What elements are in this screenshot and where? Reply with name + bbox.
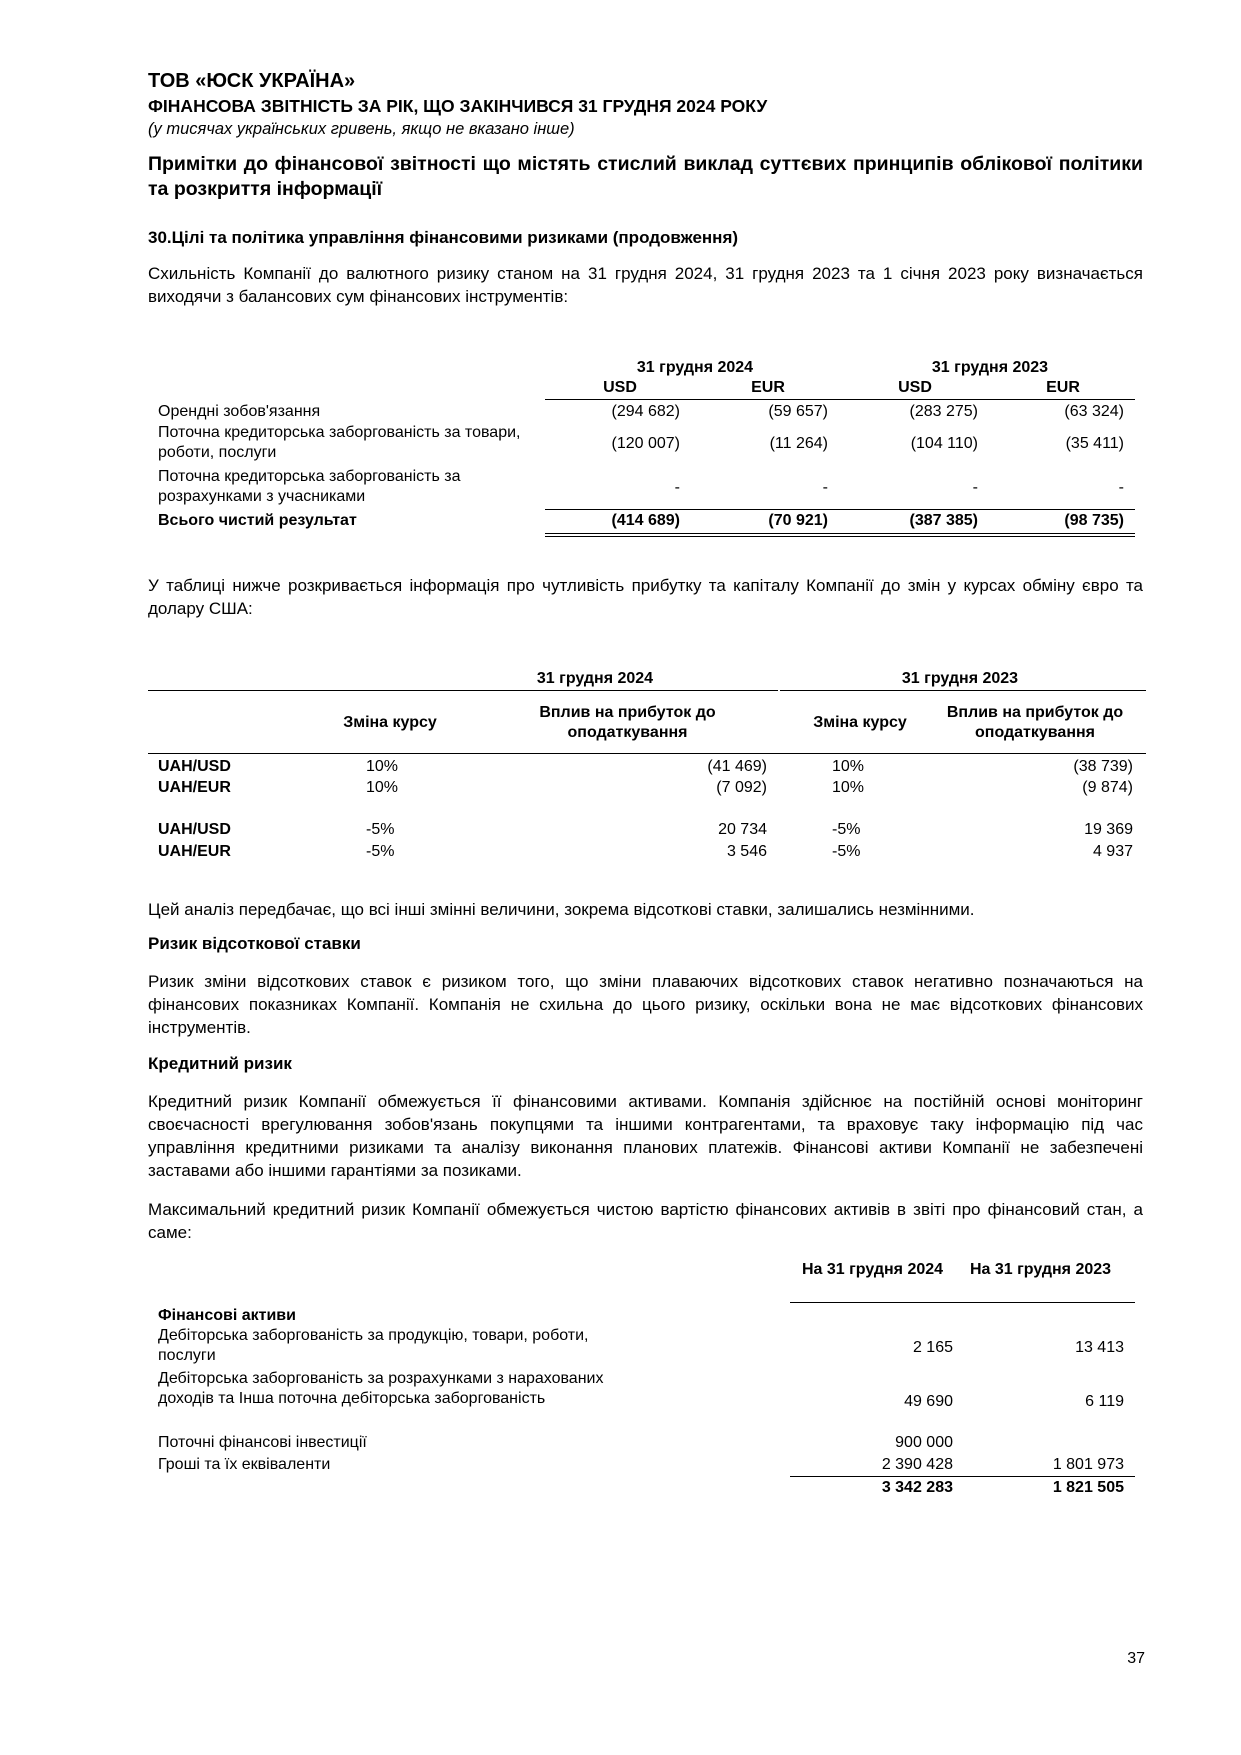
effect: 19 369 [1084, 821, 1133, 838]
t1-col-eur-2023: EUR [1046, 379, 1080, 396]
interest-risk-paragraph: Ризик зміни відсоткових ставок є ризиком того, що зміни плаваючих відсоткових ставок негативно позначаються на фінансових показниках Компанії. Компанія не схильна до цього ризику, оскільки вона не має відсоткових фінансових інструментів. [148, 972, 1143, 1037]
cell: (294 682) [611, 403, 680, 420]
currency-pair: UAH/EUR [158, 779, 231, 796]
effect: 20 734 [718, 821, 767, 838]
cell: (414 689) [611, 512, 680, 529]
t1-period-2023: 31 грудня 2023 [931, 359, 1049, 376]
cell: - [972, 479, 978, 496]
cell: (120 007) [611, 435, 680, 452]
cell: 900 000 [895, 1434, 953, 1451]
cell: 6 119 [1085, 1393, 1124, 1410]
rate-change: -5% [366, 821, 395, 838]
section-heading: 30.Цілі та політика управління фінансовими ризиками (продовження) [148, 228, 739, 247]
analysis-note: Цей аналіз передбачає, що всі інші змінні величини, зокрема відсоткові ставки, залишались незмінними. [148, 900, 975, 919]
rate-change: 10% [832, 758, 865, 775]
t1-col-usd-2024: USD [603, 379, 637, 396]
currency-pair: UAH/USD [158, 758, 231, 775]
rate-change: 10% [366, 779, 399, 796]
t3-col-2023: На 31 грудня 2023 [969, 1261, 1112, 1278]
row-label: Поточна кредиторська заборгованість за товари, роботи, послуги [158, 424, 521, 461]
effect: (38 739) [1073, 758, 1133, 775]
total-2024: 3 342 283 [881, 1479, 953, 1496]
rate-change: 10% [832, 779, 865, 796]
credit-risk-heading: Кредитний ризик [148, 1054, 292, 1073]
currency-pair: UAH/USD [158, 821, 231, 838]
cell: 2 390 428 [881, 1456, 953, 1473]
t2-col-effect-2024: Вплив на прибуток до оподаткування [539, 704, 716, 741]
credit-risk-paragraph: Кредитний ризик Компанії обмежується її фінансовими активами. Компанія здійснює на постійній основі моніторинг своєчасності врегулювання зобов'язань покупцями та іншими контрагентами, та враховує таку інформацію під час управління кредитними ризиками та аналізу виконання планових платежів. Фінансові активи Компанії не забезпечені заставами або іншими гарантіями за позиками. [148, 1092, 1143, 1180]
t2-col-effect-2023: Вплив на прибуток до оподаткування [946, 704, 1124, 741]
cell: 1 801 973 [1052, 1456, 1124, 1473]
t2-col-rate-2023: Зміна курсу [813, 714, 907, 731]
cell: (98 735) [1064, 512, 1124, 529]
cell: (283 275) [909, 403, 978, 420]
total-label: Всього чистий результат [158, 512, 357, 529]
cell: - [822, 479, 828, 496]
row-label: Гроші та їх еквіваленти [158, 1456, 331, 1473]
interest-risk-heading: Ризик відсоткової ставки [148, 934, 361, 953]
row-label: Поточна кредиторська заборгованість за розрахунками з учасниками [158, 468, 461, 505]
cell: (387 385) [909, 512, 978, 529]
total-2023: 1 821 505 [1052, 1479, 1124, 1496]
effect: 3 546 [726, 843, 767, 860]
cell: (63 324) [1064, 403, 1124, 420]
cell: (104 110) [910, 435, 978, 452]
effect: (7 092) [716, 779, 767, 796]
t2-period-rule-1 [148, 690, 778, 691]
t2-period-2024: 31 грудня 2024 [536, 670, 654, 687]
cell: - [1118, 479, 1124, 496]
cell: (59 657) [768, 403, 828, 420]
cell: 49 690 [904, 1393, 953, 1410]
t3-total-rule [790, 1476, 1135, 1477]
currency-pair: UAH/EUR [158, 843, 231, 860]
t1-period-2024: 31 грудня 2024 [636, 359, 754, 376]
page-title: Примітки до фінансової звітності що містять стислий виклад суттєвих принципів облікової політики та розкриття інформації [148, 153, 1143, 200]
t1-double-rule-a [545, 533, 1135, 534]
row-label: Дебіторська заборгованість за розрахунками з нарахованих доходів та Інша поточна дебіторська заборгованість [158, 1370, 604, 1407]
t2-period-rule-2 [780, 690, 1146, 691]
t1-col-eur-2024: EUR [751, 379, 785, 396]
cell: 2 165 [912, 1339, 953, 1356]
t2-header-rule [148, 753, 1146, 754]
rate-change: -5% [832, 821, 861, 838]
cell: (35 411) [1065, 435, 1124, 452]
row-label: Поточні фінансові інвестиції [158, 1434, 367, 1451]
page-number: 37 [1127, 1650, 1145, 1667]
cell: (70 921) [768, 512, 828, 529]
row-label: Орендні зобов'язання [158, 403, 321, 420]
cell: (11 264) [769, 435, 828, 452]
t3-header-rule [790, 1302, 1135, 1303]
row-label: Дебіторська заборгованість за продукцію, товари, роботи, послуги [158, 1327, 589, 1364]
effect: 4 937 [1092, 843, 1133, 860]
intro-paragraph-2: У таблиці нижче розкривається інформація про чутливість прибутку та капіталу Компанії до змін у курсах обміну євро та долару США: [148, 576, 1143, 618]
t1-double-rule-b [545, 536, 1135, 537]
intro-paragraph-1: Схильність Компанії до валютного ризику станом на 31 грудня 2024, 31 грудня 2023 та 1 січня 2023 року визначається виходячи з балансових сум фінансових інструментів: [148, 264, 1143, 306]
rate-change: 10% [366, 758, 399, 775]
effect: (41 469) [707, 758, 767, 775]
effect: (9 874) [1082, 779, 1133, 796]
t2-period-2023: 31 грудня 2023 [901, 670, 1019, 687]
t1-total-rule [545, 509, 1135, 510]
rate-change: -5% [832, 843, 861, 860]
cell: - [674, 479, 680, 496]
units-note: (у тисячах українських гривень, якщо не вказано інше) [148, 120, 575, 138]
t2-col-rate-2024: Зміна курсу [343, 714, 437, 731]
company-name: ТОВ «ЮСК УКРАЇНА» [148, 70, 356, 92]
report-title: ФІНАНСОВА ЗВІТНІСТЬ ЗА РІК, ЩО ЗАКІНЧИВСЯ 31 ГРУДНЯ 2024 РОКУ [148, 96, 768, 116]
rate-change: -5% [366, 843, 395, 860]
t1-col-usd-2023: USD [898, 379, 932, 396]
cell: 13 413 [1075, 1339, 1124, 1356]
max-credit-paragraph: Максимальний кредитний ризик Компанії обмежується чистою вартістю фінансових активів в звіті про фінансовий стан, а саме: [148, 1200, 1143, 1242]
t3-group-label: Фінансові активи [158, 1307, 296, 1324]
t3-col-2024: На 31 грудня 2024 [801, 1261, 944, 1278]
t1-header-rule [545, 399, 1135, 400]
